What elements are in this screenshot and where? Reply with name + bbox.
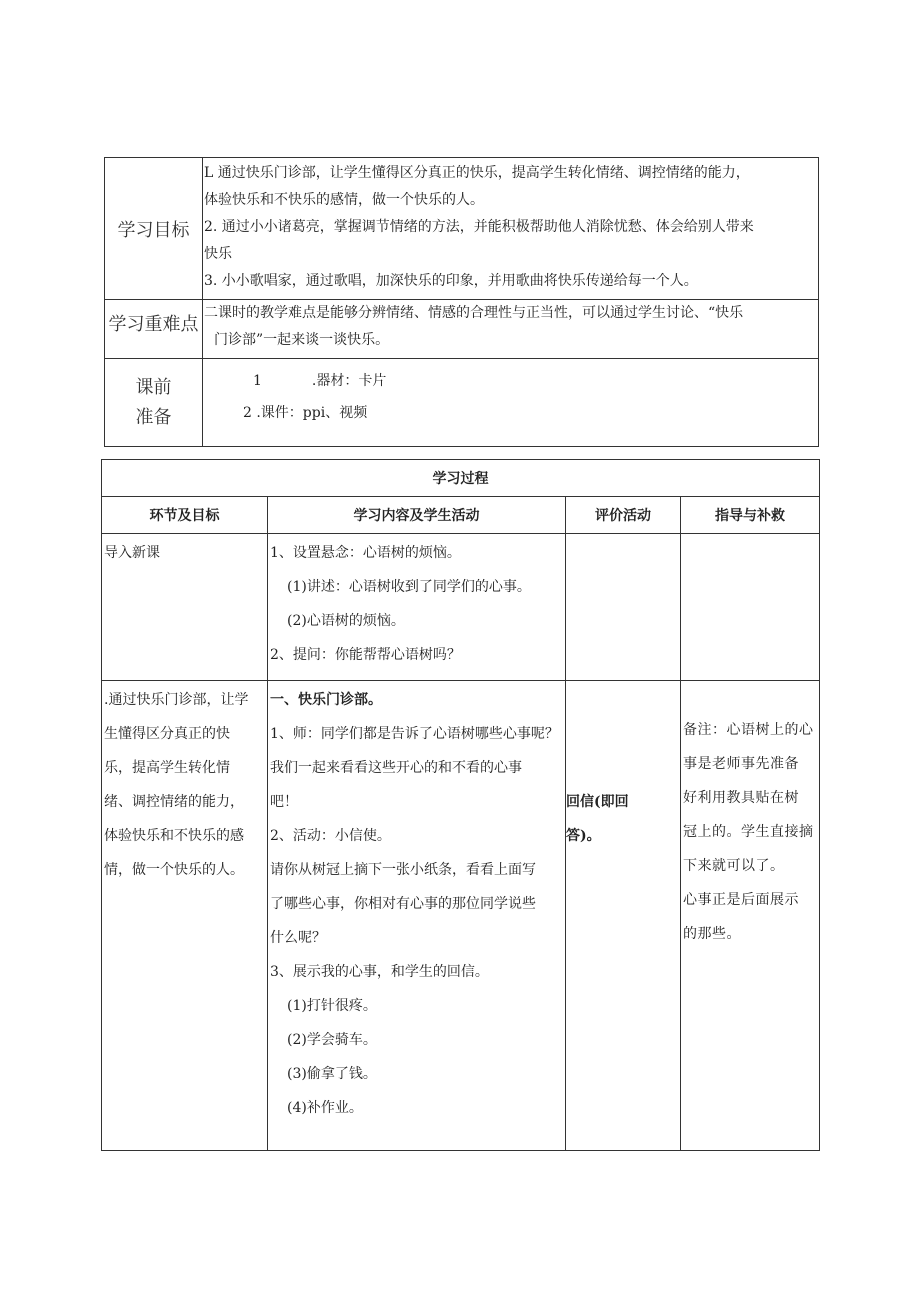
header-stage: 环节及目标 <box>102 497 268 534</box>
content-line: 2、活动：小信使。 <box>270 828 391 844</box>
goal-line: 3. 小小歌唱家，通过歌唱，加深快乐的印象，并用歌曲将快乐传递给每一个人。 <box>204 273 698 289</box>
evaluation-cell <box>566 534 681 681</box>
guidance-line: 心事正是后面展示 <box>683 892 799 908</box>
guidance-line: 冠上的。学生直接摘 <box>683 824 814 840</box>
difficulty-line: 二课时的教学难点是能够分辨情绪、情感的合理性与正当性，可以通过学生讨论、“快乐 <box>204 305 744 321</box>
prep-label <box>105 359 203 447</box>
content-line: 1、设置悬念：心语树的烦恼。 <box>270 545 461 561</box>
prep-label-line: 课前 <box>135 376 172 398</box>
prep-label-line: 准备 <box>135 406 172 428</box>
stage-line: 情，做一个快乐的人。 <box>104 862 244 878</box>
stage-line: 乐，提高学生转化情 <box>104 760 230 776</box>
stage-cell <box>102 681 268 1151</box>
evaluation-line: 答)。 <box>566 828 601 844</box>
content-line: 3、展示我的心事，和学生的回信。 <box>270 964 489 980</box>
stage-line: 绪、调控情绪的能力， <box>104 794 244 810</box>
table-row <box>102 534 820 681</box>
stage-cell: 导入新课 <box>102 534 268 681</box>
table-row <box>102 681 820 1151</box>
guidance-line: 事是老师事先准备 <box>683 756 799 772</box>
content-line: (1)讲述：心语树收到了同学们的心事。 <box>287 579 531 595</box>
guidance-line: 备注：心语树上的心 <box>683 722 814 738</box>
content-heading: 一、快乐门诊部。 <box>270 692 382 708</box>
goals-label: 学习目标 <box>105 158 203 300</box>
content-line: 什么呢？ <box>270 930 326 946</box>
content-line: 我们一起来看看这些开心的和不看的心事 <box>270 760 522 776</box>
goal-line: 体验快乐和不快乐的感情，做一个快乐的人。 <box>204 192 484 208</box>
prep-item-1-number: 1 <box>253 373 262 389</box>
content-line: 2、提问：你能帮帮心语树吗？ <box>270 647 461 663</box>
stage-line: .通过快乐门诊部，让学 <box>104 692 249 708</box>
difficulty-content <box>203 300 819 359</box>
process-table <box>101 459 820 1151</box>
goals-content <box>203 158 819 300</box>
difficulty-line: 门诊部”一起来谈一谈快乐。 <box>214 332 390 348</box>
content-item: (3)偷拿了钱。 <box>287 1066 377 1082</box>
guidance-line: 好利用教具贴在树 <box>683 790 799 806</box>
stage-line: 生懂得区分真正的快 <box>104 726 230 742</box>
guidance-cell <box>681 681 820 1151</box>
content-line: (2)心语树的烦恼。 <box>287 613 405 629</box>
objectives-table <box>104 157 819 447</box>
content-line: 1、师：同学们都是告诉了心语树哪些心事呢？ <box>270 726 559 742</box>
evaluation-cell <box>566 681 681 1151</box>
header-content: 学习内容及学生活动 <box>268 497 566 534</box>
header-evaluation: 评价活动 <box>566 497 681 534</box>
difficulty-label: 学习重难点 <box>105 300 203 359</box>
content-item: (4)补作业。 <box>287 1100 363 1116</box>
prep-item-1-text: .器材：卡片 <box>311 373 387 389</box>
guidance-cell <box>681 534 820 681</box>
content-item: (2)学会骑车。 <box>287 1032 377 1048</box>
guidance-line: 的那些。 <box>683 926 741 942</box>
stage-line: 体验快乐和不快乐的感 <box>104 828 244 844</box>
prep-item-1 <box>203 365 818 397</box>
content-line: 了哪些心事，你相对有心事的那位同学说些 <box>270 896 536 912</box>
content-cell <box>268 681 566 1151</box>
prep-content <box>203 359 819 447</box>
content-line: 请你从树冠上摘下一张小纸条，看看上面写 <box>270 862 536 878</box>
prep-item-2: 2 .课件：ppi、视频 <box>243 405 368 421</box>
content-cell <box>268 534 566 681</box>
header-guidance: 指导与补救 <box>681 497 820 534</box>
content-item: (1)打针很疼。 <box>287 998 377 1014</box>
guidance-line: 下来就可以了。 <box>683 858 785 874</box>
goal-line: 快乐 <box>204 246 232 262</box>
evaluation-line: 回信(即回 <box>566 794 629 810</box>
goal-line: 2. 通过小小诸葛亮，掌握调节情绪的方法，并能积极帮助他人消除忧愁、体会给别人带来 <box>204 219 754 235</box>
process-title: 学习过程 <box>102 460 820 497</box>
content-line: 吧！ <box>270 794 298 810</box>
goal-line: L 通过快乐门诊部，让学生懂得区分真正的快乐，提高学生转化情绪、调控情绪的能力， <box>204 165 750 181</box>
